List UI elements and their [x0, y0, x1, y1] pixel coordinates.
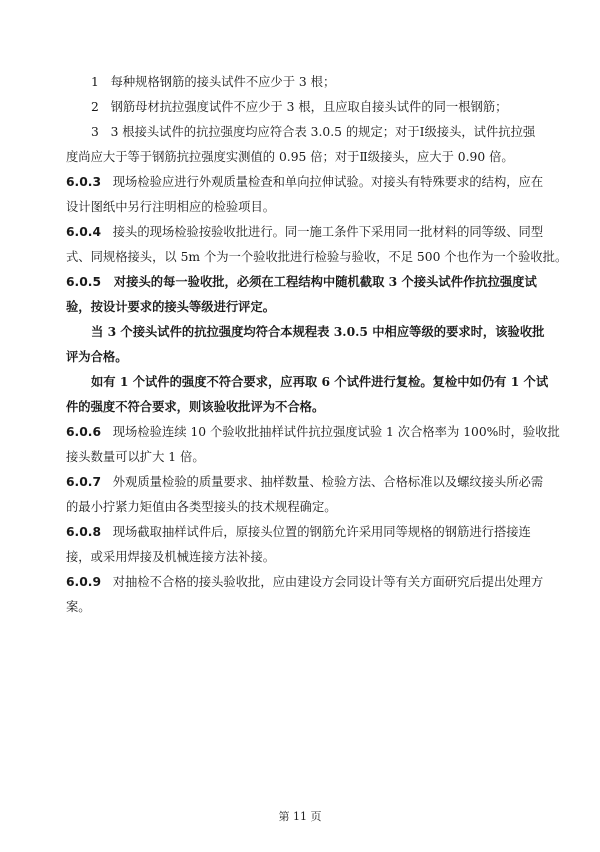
item-3-continued: 度尚应大于等于钢筋抗拉强度实测值的 0.95 倍；对于Ⅱ级接头，应大于 0.90 倍。 [66, 150, 514, 164]
clause-6-0-7-continued: 的最小拧紧力矩值由各类型接头的技术规程确定。 [66, 500, 337, 514]
clause-text: 接头的现场检验按验收批进行。同一施工条件下采用同一批材料的同等级、同型 [112, 225, 544, 239]
item-text: 每种规格钢筋的接头试件不应少于 3 根； [110, 75, 336, 89]
clause-6-0-5-paragraph-3: 如有 1 个试件的强度不符合要求，应再取 6 个试件进行复检。复检中如仍有 1 个试 [91, 374, 549, 389]
clause-text: 现场检验连续 10 个验收批抽样试件抗拉强度试验 1 次合格率为 100%时，验收批 [112, 425, 560, 439]
clause-6-0-5-paragraph-2: 当 3 个接头试件的抗拉强度均符合本规程表 3.0.5 中相应等级的要求时，该验收批 [91, 324, 545, 339]
clause-6-0-5-paragraph-2-continued: 评为合格。 [66, 349, 128, 364]
clause-6-0-3 [66, 174, 546, 190]
clause-6-0-7 [66, 474, 546, 490]
clause-6-0-9-continued: 案。 [66, 600, 91, 614]
clause-6-0-4 [66, 224, 546, 240]
item-3 [91, 124, 571, 140]
clause-number: 6.0.5 [66, 275, 102, 289]
clause-6-0-6-continued: 接头数量可以扩大 1 倍。 [66, 450, 205, 464]
page-number: 第 11 页 [278, 810, 322, 823]
clause-text: 现场检验应进行外观质量检查和单向拉伸试验。对接头有特殊要求的结构，应在 [112, 175, 544, 189]
clause-text: 外观质量检验的质量要求、抽样数量、检验方法、合格标准以及螺纹接头所必需 [112, 475, 544, 489]
item-1 [91, 74, 571, 90]
item-2 [91, 99, 571, 115]
clause-6-0-8 [66, 524, 546, 540]
clause-6-0-9 [66, 574, 546, 590]
clause-number: 6.0.4 [66, 225, 102, 239]
clause-6-0-6 [66, 424, 560, 440]
clause-text: 现场截取抽样试件后，原接头位置的钢筋允许采用同等规格的钢筋进行搭接连 [112, 525, 531, 539]
clause-text: 对接头的每一验收批，必须在工程结构中随机截取 3 个接头试件作抗拉强度试 [113, 274, 537, 289]
clause-6-0-4-continued: 式、同规格接头，以 5m 个为一个验收批进行检验与验收，不足 500 个也作为一个验收批。 [66, 250, 568, 264]
item-text: 钢筋母材抗拉强度试件不应少于 3 根，且应取自接头试件的同一根钢筋； [110, 100, 508, 114]
clause-text: 对抽检不合格的接头验收批，应由建设方会同设计等有关方面研究后提出处理方 [112, 575, 544, 589]
clause-6-0-5-continued: 验，按设计要求的接头等级进行评定。 [66, 299, 276, 314]
clause-number: 6.0.8 [66, 525, 102, 539]
clause-number: 6.0.6 [66, 425, 102, 439]
clause-6-0-5-paragraph-3-continued: 件的强度不符合要求，则该验收批评为不合格。 [66, 399, 325, 414]
item-number: 2 [91, 100, 99, 114]
clause-number: 6.0.9 [66, 575, 102, 589]
clause-6-0-8-continued: 接，或采用焊接及机械连接方法补接。 [66, 550, 276, 564]
clause-number: 6.0.3 [66, 175, 102, 189]
clause-6-0-3-continued: 设计图纸中另行注明相应的检验项目。 [66, 200, 276, 214]
clause-number: 6.0.7 [66, 475, 102, 489]
item-number: 3 [91, 125, 99, 139]
clause-6-0-5 [66, 274, 546, 290]
item-number: 1 [91, 75, 99, 89]
item-text: 3 根接头试件的抗拉强度均应符合表 3.0.5 的规定；对于Ⅰ级接头，试件抗拉强 [110, 125, 536, 139]
